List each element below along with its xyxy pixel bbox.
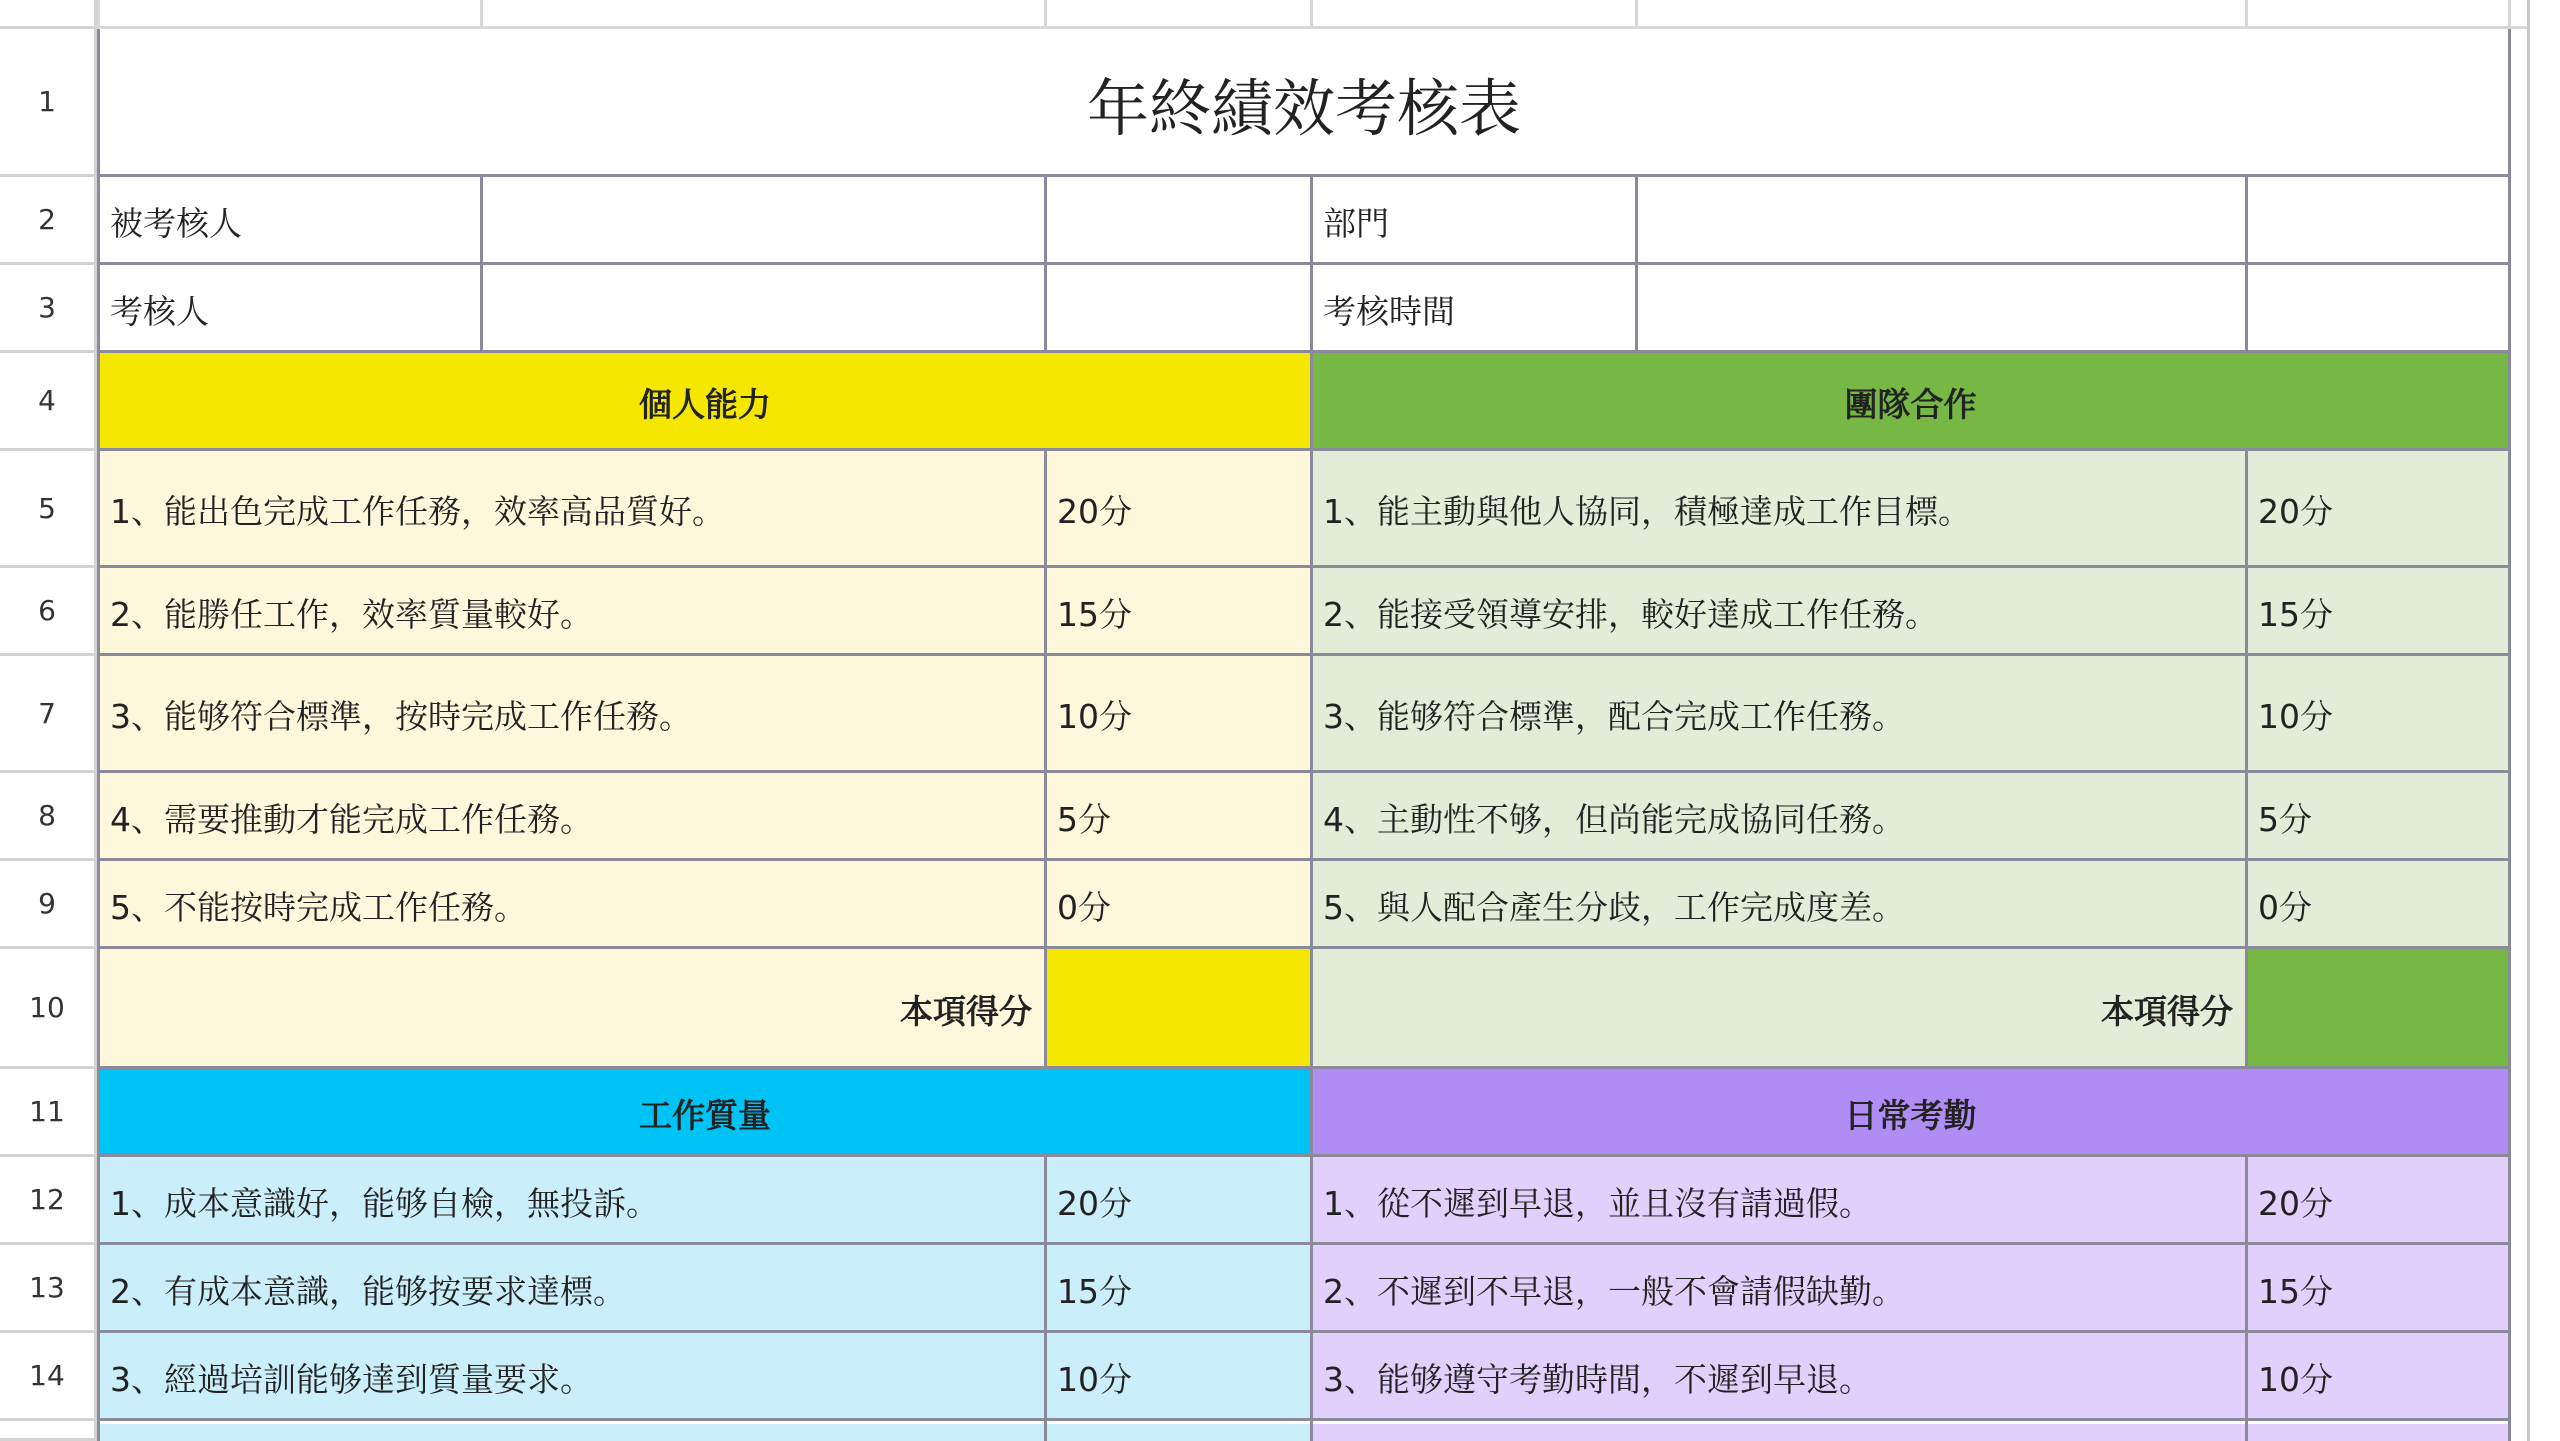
personal-subtotal-value[interactable]: [1047, 949, 1310, 1069]
personal-score-5[interactable]: 0分: [1047, 861, 1310, 949]
attendance-item-partial[interactable]: [1313, 1424, 2245, 1441]
row-header-6[interactable]: 6: [0, 568, 97, 656]
personal-header[interactable]: 個人能力: [100, 353, 1310, 451]
personal-subtotal-label[interactable]: 本項得分: [100, 949, 1044, 1069]
personal-score-4[interactable]: 5分: [1047, 773, 1310, 861]
quality-item-1[interactable]: 1、成本意識好，能够自檢，無投訴。: [100, 1157, 1044, 1245]
row-header-3[interactable]: 3: [0, 265, 97, 353]
personal-score-1[interactable]: 20分: [1047, 451, 1310, 568]
row-header-2[interactable]: 2: [0, 177, 97, 265]
personal-item-2[interactable]: 2、能勝任工作，效率質量較好。: [100, 568, 1044, 656]
row-header-13[interactable]: 13: [0, 1245, 97, 1333]
examinee-extra[interactable]: [1047, 177, 1310, 265]
personal-item-5[interactable]: 5、不能按時完成工作任務。: [100, 861, 1044, 949]
quality-score-1[interactable]: 20分: [1047, 1157, 1310, 1245]
attendance-score-partial[interactable]: [2248, 1424, 2508, 1441]
examiner-value[interactable]: [483, 265, 1044, 353]
row-header-15[interactable]: [0, 1421, 97, 1441]
quality-item-2[interactable]: 2、有成本意識，能够按要求達標。: [100, 1245, 1044, 1333]
attendance-item-3[interactable]: 3、能够遵守考勤時間，不遲到早退。: [1313, 1333, 2245, 1421]
time-label[interactable]: 考核時間: [1313, 265, 1635, 353]
quality-score-2[interactable]: 15分: [1047, 1245, 1310, 1333]
team-score-2[interactable]: 15分: [2248, 568, 2508, 656]
attendance-score-3[interactable]: 10分: [2248, 1333, 2508, 1421]
attendance-header[interactable]: 日常考勤: [1313, 1069, 2508, 1157]
examinee-label[interactable]: 被考核人: [100, 177, 480, 265]
personal-item-1[interactable]: 1、能出色完成工作任務，效率高品質好。: [100, 451, 1044, 568]
team-score-1[interactable]: 20分: [2248, 451, 2508, 568]
team-item-1[interactable]: 1、能主動與他人協同，積極達成工作目標。: [1313, 451, 2245, 568]
quality-item-partial[interactable]: [100, 1424, 1044, 1441]
department-extra[interactable]: [2248, 177, 2508, 265]
row-header-8[interactable]: 8: [0, 773, 97, 861]
row-header-14[interactable]: 14: [0, 1333, 97, 1421]
sheet-title[interactable]: 年終績效考核表: [100, 29, 2508, 177]
team-item-4[interactable]: 4、主動性不够，但尚能完成協同任務。: [1313, 773, 2245, 861]
department-label[interactable]: 部門: [1313, 177, 1635, 265]
personal-item-3[interactable]: 3、能够符合標準，按時完成工作任務。: [100, 656, 1044, 773]
team-score-5[interactable]: 0分: [2248, 861, 2508, 949]
row-header-4[interactable]: 4: [0, 353, 97, 451]
team-score-4[interactable]: 5分: [2248, 773, 2508, 861]
personal-item-4[interactable]: 4、需要推動才能完成工作任務。: [100, 773, 1044, 861]
attendance-item-1[interactable]: 1、從不遲到早退，並且沒有請過假。: [1313, 1157, 2245, 1245]
time-extra[interactable]: [2248, 265, 2508, 353]
attendance-item-2[interactable]: 2、不遲到不早退，一般不會請假缺勤。: [1313, 1245, 2245, 1333]
row-header-11[interactable]: 11: [0, 1069, 97, 1157]
team-item-2[interactable]: 2、能接受領導安排，較好達成工作任務。: [1313, 568, 2245, 656]
row-header-9[interactable]: 9: [0, 861, 97, 949]
quality-score-3[interactable]: 10分: [1047, 1333, 1310, 1421]
team-item-3[interactable]: 3、能够符合標準，配合完成工作任務。: [1313, 656, 2245, 773]
team-item-5[interactable]: 5、與人配合產生分歧，工作完成度差。: [1313, 861, 2245, 949]
quality-score-partial[interactable]: [1047, 1424, 1310, 1441]
attendance-score-1[interactable]: 20分: [2248, 1157, 2508, 1245]
team-subtotal-value[interactable]: [2248, 949, 2508, 1069]
row-header-7[interactable]: 7: [0, 656, 97, 773]
vertical-scrollbar[interactable]: [2527, 0, 2530, 1441]
quality-header[interactable]: 工作質量: [100, 1069, 1310, 1157]
row-header-5[interactable]: 5: [0, 451, 97, 568]
examinee-value[interactable]: [483, 177, 1044, 265]
row-header-10[interactable]: 10: [0, 949, 97, 1069]
quality-item-3[interactable]: 3、經過培訓能够達到質量要求。: [100, 1333, 1044, 1421]
row-header-12[interactable]: 12: [0, 1157, 97, 1245]
time-value[interactable]: [1638, 265, 2245, 353]
personal-score-3[interactable]: 10分: [1047, 656, 1310, 773]
team-score-3[interactable]: 10分: [2248, 656, 2508, 773]
department-value[interactable]: [1638, 177, 2245, 265]
team-header[interactable]: 團隊合作: [1313, 353, 2508, 451]
personal-score-2[interactable]: 15分: [1047, 568, 1310, 656]
examiner-extra[interactable]: [1047, 265, 1310, 353]
attendance-score-2[interactable]: 15分: [2248, 1245, 2508, 1333]
examiner-label[interactable]: 考核人: [100, 265, 480, 353]
team-subtotal-label[interactable]: 本項得分: [1313, 949, 2245, 1069]
row-header-1[interactable]: 1: [0, 29, 97, 177]
row-header-0[interactable]: [0, 0, 97, 29]
